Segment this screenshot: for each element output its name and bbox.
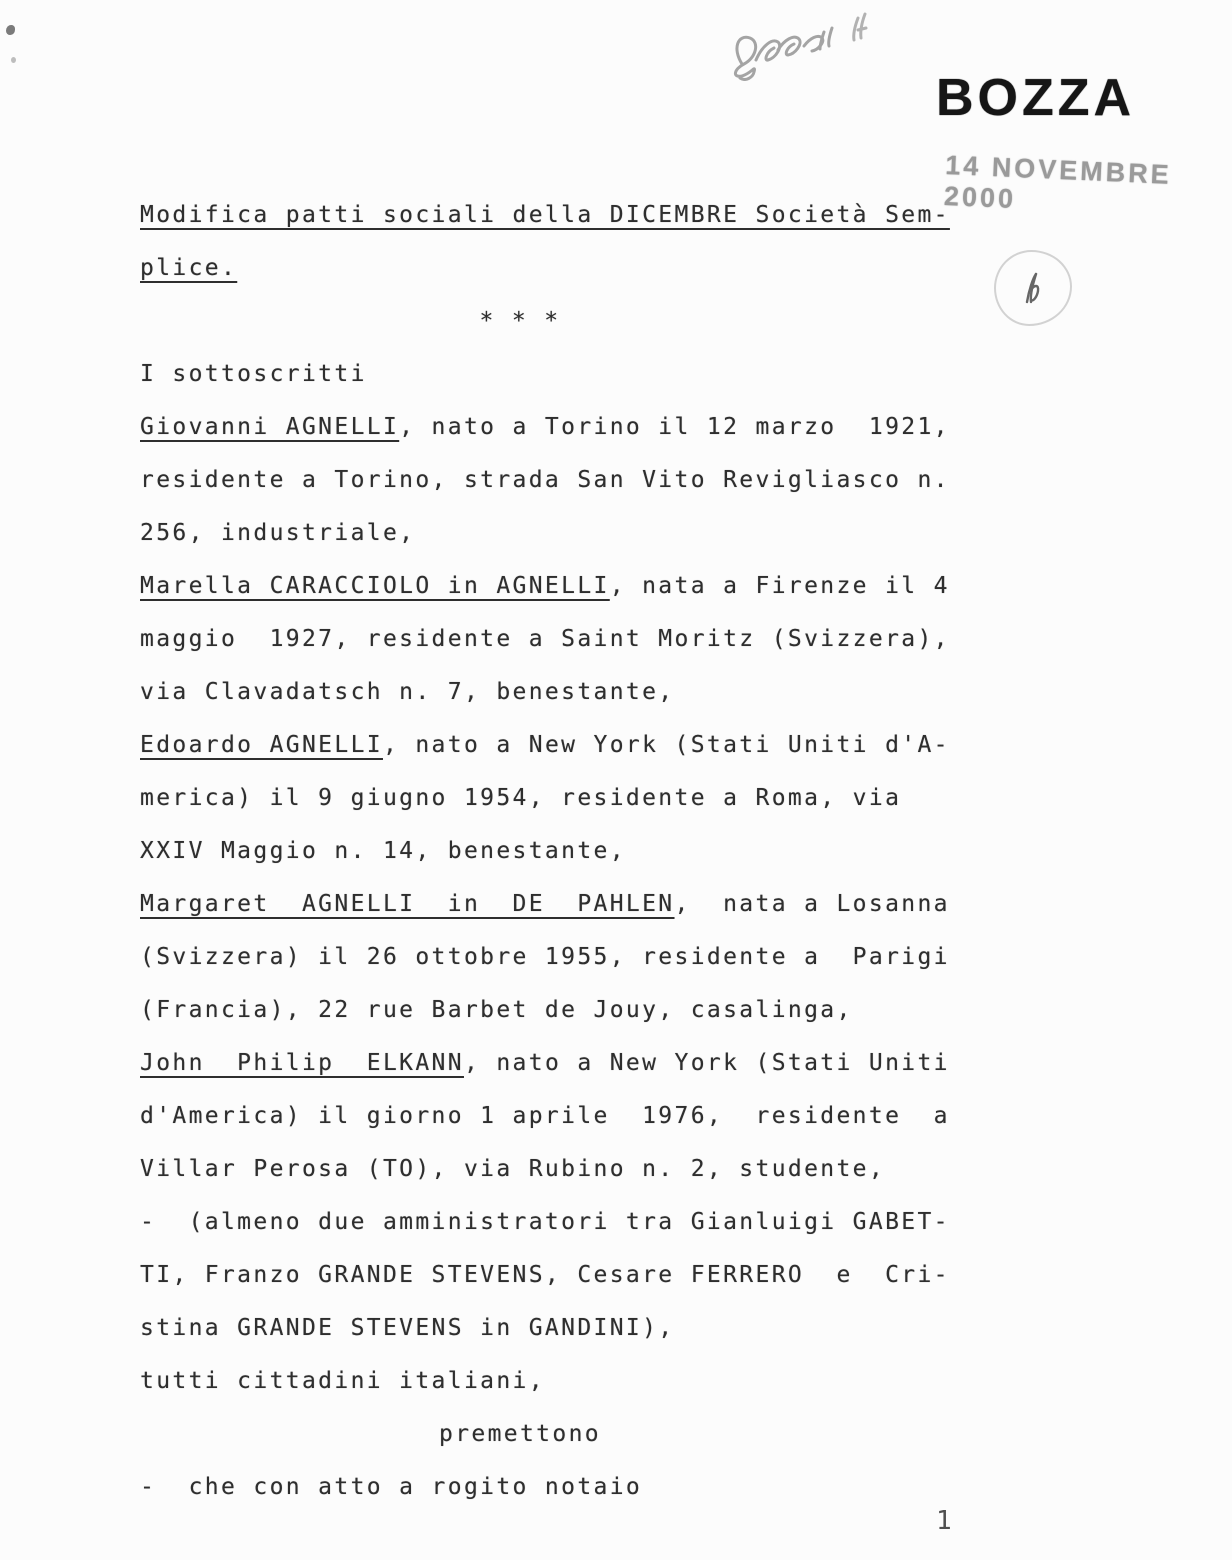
document-lines — [140, 188, 952, 1513]
document-line — [140, 559, 952, 612]
text-run: I sottoscritti — [140, 360, 367, 387]
document-line — [140, 930, 952, 983]
document-line — [140, 1036, 952, 1089]
document-line — [140, 188, 952, 241]
document-line — [140, 665, 952, 718]
text-run: , nato a New York (Stati Uniti d'A- — [382, 731, 950, 758]
document-line — [140, 400, 952, 453]
underlined-text: Marella CARACCIOLO in AGNELLI — [140, 572, 610, 599]
underlined-text: Margaret AGNELLI in DE PAHLEN — [140, 890, 675, 917]
text-run: merica) il 9 giugno 1954, residente a Roma, via — [140, 784, 902, 811]
draft-stamp: BOZZA — [936, 69, 1136, 127]
text-run: , nato a Torino il 12 marzo 1921, — [399, 413, 950, 440]
date-stamp: 14 NOVEMBRE 2000 — [943, 150, 1173, 215]
document-line — [140, 824, 952, 877]
underlined-text: John Philip ELKANN — [140, 1049, 464, 1076]
document-line — [140, 1301, 952, 1354]
scan-speck — [6, 25, 15, 35]
pencil-circle-annotation — [994, 250, 1072, 326]
circled-mark-icon — [1018, 266, 1048, 310]
text-run: , nata a Firenze il 4 — [609, 572, 950, 599]
document-line — [140, 506, 952, 559]
document-line — [140, 453, 952, 506]
document-line — [140, 1142, 952, 1195]
underlined-text: Giovanni AGNELLI — [140, 413, 400, 440]
handwritten-initials — [712, 2, 892, 92]
document-line — [140, 877, 952, 930]
document-line — [140, 1354, 952, 1407]
text-run: * * * — [479, 307, 561, 334]
text-run: XXIV Maggio n. 14, benestante, — [140, 837, 626, 864]
text-run: 256, industriale, — [140, 519, 416, 546]
text-run: - che con atto a rogito notaio — [140, 1473, 643, 1500]
document-line — [140, 983, 952, 1036]
text-run: tutti cittadini italiani, — [140, 1367, 545, 1394]
underlined-text: Modifica patti sociali della DICEMBRE Società Sem- — [140, 201, 950, 228]
document-line — [140, 718, 952, 771]
document-line — [140, 612, 952, 665]
scan-speck — [11, 57, 16, 63]
document-line — [140, 771, 952, 824]
underlined-text: plice. — [140, 254, 238, 281]
text-run: (Francia), 22 rue Barbet de Jouy, casalinga, — [140, 996, 853, 1023]
text-run: stina GRANDE STEVENS in GANDINI), — [140, 1314, 675, 1341]
text-run: (Svizzera) il 26 ottobre 1955, residente a Parigi — [140, 943, 950, 970]
document-line — [140, 1460, 952, 1513]
document-line — [140, 347, 952, 400]
underlined-text: Edoardo AGNELLI — [140, 731, 383, 758]
document-line — [114, 1407, 926, 1460]
document-line — [140, 1195, 952, 1248]
page-number: 1 — [936, 1506, 953, 1536]
text-run: residente a Torino, strada San Vito Revigliasco n. — [140, 466, 950, 493]
text-run: , nato a New York (Stati Uniti — [463, 1049, 950, 1076]
text-run: TI, Franzo GRANDE STEVENS, Cesare FERRERO e Cri- — [140, 1261, 950, 1288]
document-line — [140, 241, 952, 294]
text-run: d'America) il giorno 1 aprile 1976, residente a — [140, 1102, 950, 1129]
text-run: premettono — [439, 1420, 601, 1447]
text-run: via Clavadatsch n. 7, benestante, — [140, 678, 675, 705]
document-line — [140, 1248, 952, 1301]
handwriting-icon — [712, 2, 892, 88]
text-run: maggio 1927, residente a Saint Moritz (Svizzera), — [140, 625, 950, 652]
document-line — [140, 1089, 952, 1142]
text-run: , nata a Losanna — [674, 890, 950, 917]
text-run: - (almeno due amministratori tra Gianluigi GABET- — [140, 1208, 950, 1235]
text-run: Villar Perosa (TO), via Rubino n. 2, studente, — [140, 1155, 886, 1182]
document-line — [114, 294, 926, 347]
